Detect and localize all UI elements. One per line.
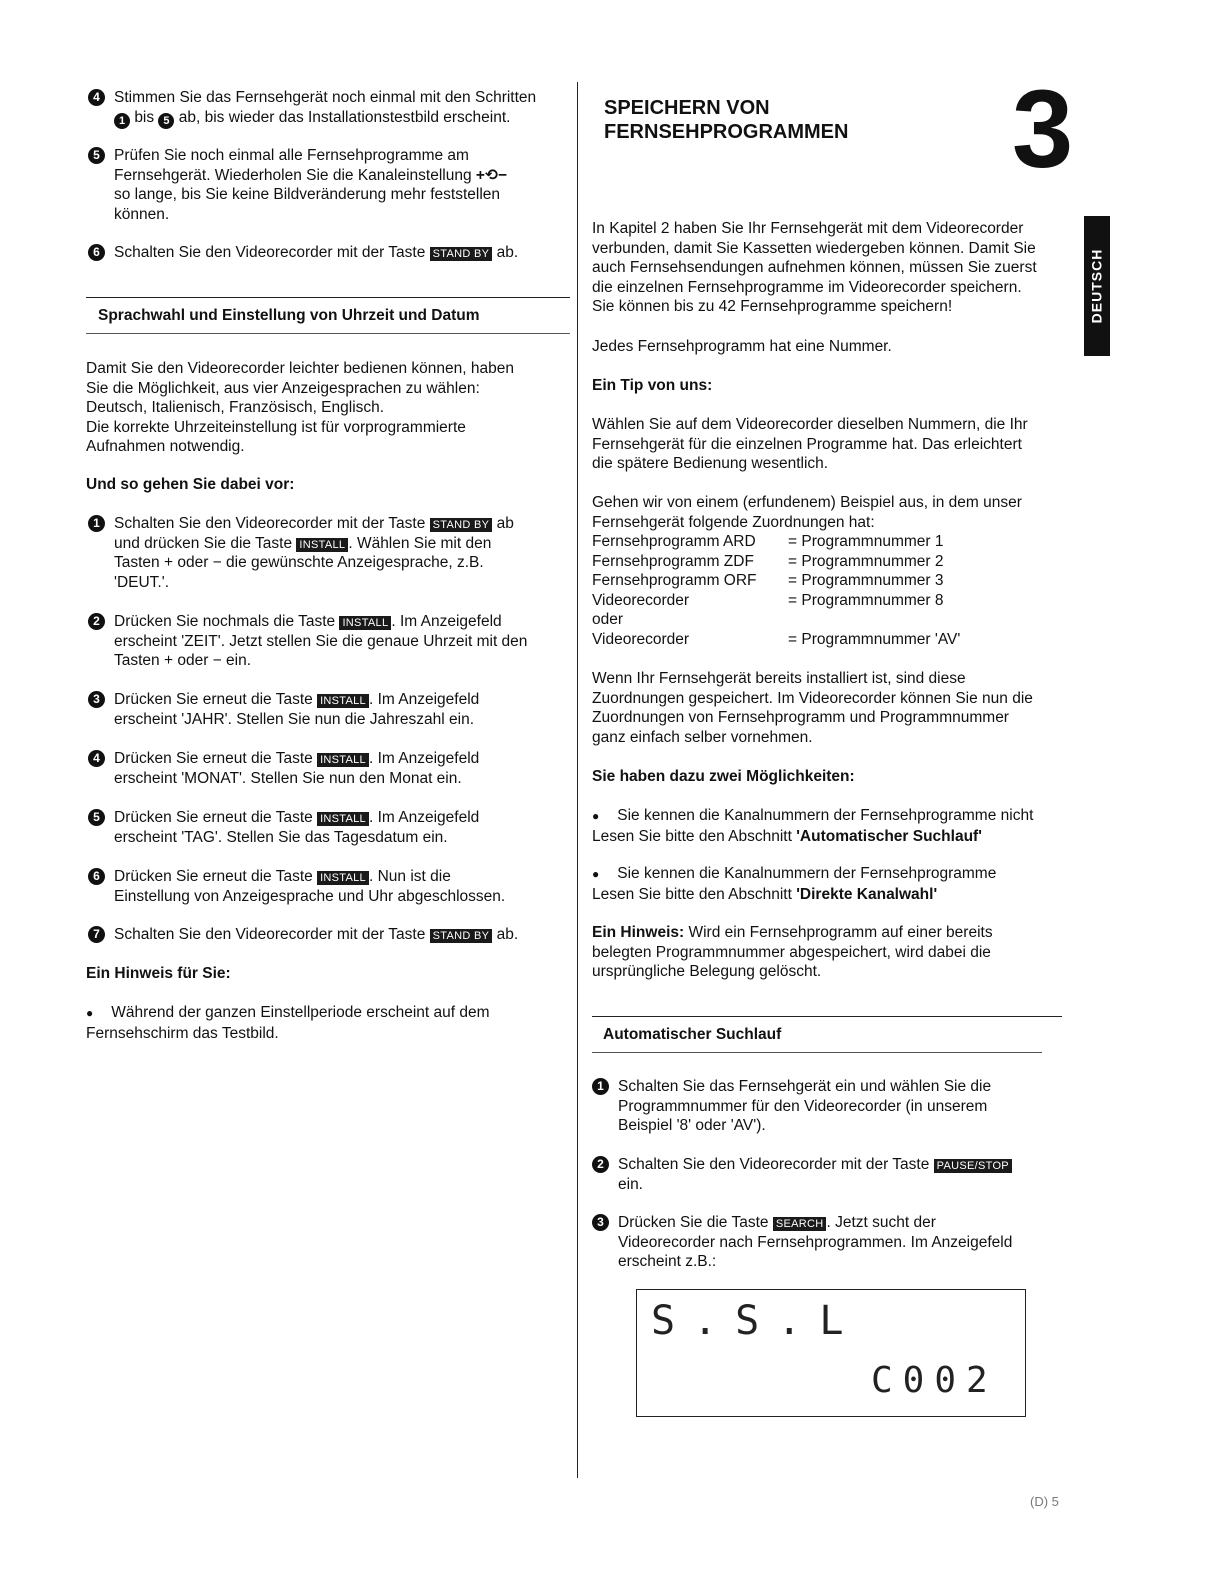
example-paragraph: Gehen wir von einem (erfundenem) Beispiel aus, in dem unser Fernsehgerät folgende Zuordnungen hat: [592, 494, 1022, 531]
table-row: Fernsehprogramm ZDF = Programmnummer 2 [592, 553, 944, 570]
hint-bullet: ● Während der ganzen Einstellperiode erscheint auf dem Fernsehschirm das Testbild. [86, 1003, 566, 1043]
number-sentence: Jedes Fernsehprogramm hat eine Nummer. [592, 338, 892, 355]
step-number: 5 [88, 809, 105, 826]
howto-heading: Und so gehen Sie dabei vor: [86, 476, 295, 493]
step-number: 3 [88, 691, 105, 708]
step-number: 4 [88, 89, 105, 106]
install-key: INSTALL [317, 812, 369, 826]
lcd-display-example [636, 1289, 1026, 1417]
standby-key: STAND BY [430, 247, 493, 261]
language-side-tab: DEUTSCH [1084, 216, 1110, 356]
section-title-sprachwahl: Sprachwahl und Einstellung von Uhrzeit und Datum [98, 307, 480, 324]
table-row: Fernsehprogramm ORF = Programmnummer 3 [592, 572, 944, 589]
table-row: Fernsehprogramm ARD = Programmnummer 1 [592, 533, 944, 550]
table-row: Videorecorder = Programmnummer 8 [592, 592, 944, 609]
step-number: 6 [88, 244, 105, 261]
install-key: INSTALL [296, 538, 348, 552]
lang-step-7: 7 Schalten Sie den Videorecorder mit der Taste STAND BY ab. [88, 925, 594, 945]
step-4-repeat: 4 Stimmen Sie das Fernsehgerät noch einmal mit den Schritten 1 bis 5 ab, bis wieder das Installationstestbild erscheint. [88, 88, 594, 129]
search-step-1: 1 Schalten Sie das Fernsehgerät ein und wählen Sie die Programmnummer für den Videorecorder (in unserem Beispiel '8' oder 'AV'). [592, 1077, 1088, 1136]
tip-heading: Ein Tip von uns: [592, 377, 713, 394]
hint-heading: Ein Hinweis für Sie: [86, 965, 231, 982]
lang-step-5: 5 Drücken Sie erneut die Taste INSTALL . Im Anzeigefeld erscheint 'TAG'. Stellen Sie das Tagesdatum ein. [88, 808, 594, 847]
divider [592, 1052, 1042, 1053]
installed-paragraph: Wenn Ihr Fernsehgerät bereits installiert ist, sind diese Zuordnungen gespeichert. Im Videorecorder können Sie nun die Zuordnungen von Fernsehprogramm und Programmnummer ganz einfach selber vornehmen. [592, 670, 1033, 746]
lang-step-3: 3 Drücken Sie erneut die Taste INSTALL . Im Anzeigefeld erscheint 'JAHR'. Stellen Sie nun die Jahreszahl ein. [88, 690, 594, 729]
intro-paragraph: Damit Sie den Videorecorder leichter bedienen können, haben Sie die Möglichkeit, aus vier Anzeigesprachen zu wählen: Deutsch, Italienisch, Französisch, Englisch. Die korrekte Uhrzeiteinstellung ist für vorprogrammierte Aufnahmen notwendig. [86, 360, 514, 455]
tuning-symbol: +⟲− [475, 166, 507, 184]
step-number: 4 [88, 750, 105, 767]
lang-step-2: 2 Drücken Sie nochmals die Taste INSTALL . Im Anzeigefeld erscheint 'ZEIT'. Jetzt stellen Sie die genaue Uhrzeit mit den Tasten + oder − ein. [88, 612, 594, 671]
column-divider [577, 82, 578, 1478]
table-row: oder [592, 611, 624, 628]
page-number: (D) 5 [1030, 1494, 1059, 1509]
step-6-standby: 6 Schalten Sie den Videorecorder mit der Taste STAND BY ab. [88, 243, 594, 263]
divider [86, 333, 570, 334]
step-number: 1 [88, 515, 105, 532]
install-key: INSTALL [317, 694, 369, 708]
step-number: 2 [592, 1156, 609, 1173]
lang-step-1: 1 Schalten Sie den Videorecorder mit der Taste STAND BY ab und drücken Sie die Taste INSTALL . Wählen Sie mit den Tasten + oder − die gewünschte Anzeigesprache, z.B. 'DEUT.'. [88, 514, 594, 592]
search-step-2: 2 Schalten Sie den Videorecorder mit der Taste PAUSE/STOP ein. [592, 1155, 1088, 1194]
option-direct: ● Sie kennen die Kanalnummern der Fernsehprogramme Lesen Sie bitte den Abschnitt 'Direkte Kanalwahl' [592, 864, 1062, 904]
install-key: INSTALL [339, 616, 391, 630]
tip-paragraph: Wählen Sie auf dem Videorecorder dieselben Nummern, die Ihr Fernsehgerät für die einzelnen Programme hat. Das erleichtert die spätere Bedienung wesentlich. [592, 416, 1028, 472]
lcd-bottom-readout: C002 [871, 1360, 998, 1401]
step-number: 1 [592, 1078, 609, 1095]
chapter-number: 3 [1012, 68, 1072, 191]
standby-key: STAND BY [430, 929, 493, 943]
step-number: 3 [592, 1214, 609, 1231]
standby-key: STAND BY [430, 518, 493, 532]
search-step-3: 3 Drücken Sie die Taste SEARCH . Jetzt sucht der Videorecorder nach Fernsehprogrammen. Im Anzeigefeld erscheint z.B.: [592, 1213, 1088, 1272]
note-paragraph: Ein Hinweis: Wird ein Fernsehprogramm auf einer bereits belegten Programmnummer abgespeichert, wird dabei die ursprüngliche Belegung gelöscht. [592, 924, 993, 980]
step-number: 7 [88, 926, 105, 943]
table-row: Videorecorder = Programmnummer 'AV' [592, 631, 961, 648]
install-key: INSTALL [317, 753, 369, 767]
step-number: 5 [88, 147, 105, 164]
pause-stop-key: PAUSE/STOP [934, 1159, 1012, 1173]
lang-step-4: 4 Drücken Sie erneut die Taste INSTALL . Im Anzeigefeld erscheint 'MONAT'. Stellen Sie nun den Monat ein. [88, 749, 594, 788]
install-key: INSTALL [317, 871, 369, 885]
step-number: 6 [88, 868, 105, 885]
options-heading: Sie haben dazu zwei Möglichkeiten: [592, 768, 855, 785]
step-5-check: 5 Prüfen Sie noch einmal alle Fernsehprogramme am Fernsehgerät. Wiederholen Sie die Kanaleinstellung +⟲− so lange, bis Sie keine Bildveränderung mehr feststellen können. [88, 146, 594, 224]
divider [86, 297, 570, 298]
step-number: 2 [88, 613, 105, 630]
section-title-suchlauf: Automatischer Suchlauf [603, 1026, 782, 1043]
option-automatic: ● Sie kennen die Kanalnummern der Fernsehprogramme nicht Lesen Sie bitte den Abschnitt 'Automatischer Suchlauf' [592, 806, 1062, 846]
lcd-top-readout: S.S.L [651, 1298, 862, 1344]
intro-paragraph-right: In Kapitel 2 haben Sie Ihr Fernsehgerät mit dem Videorecorder verbunden, damit Sie Kassetten wiedergeben können. Damit Sie auch Fernsehsendungen aufnehmen können, müssen Sie zuerst die einzelnen Fernsehprogramme im Videorecorder speichern. Sie können bis zu 42 Fernsehprogramme speichern! [592, 220, 1037, 315]
lang-step-6: 6 Drücken Sie erneut die Taste INSTALL . Nun ist die Einstellung von Anzeigesprache und Uhr abgeschlossen. [88, 867, 594, 906]
search-key: SEARCH [773, 1217, 827, 1231]
page-title: SPEICHERN VON FERNSEHPROGRAMMEN [604, 97, 849, 143]
divider [592, 1016, 1062, 1017]
